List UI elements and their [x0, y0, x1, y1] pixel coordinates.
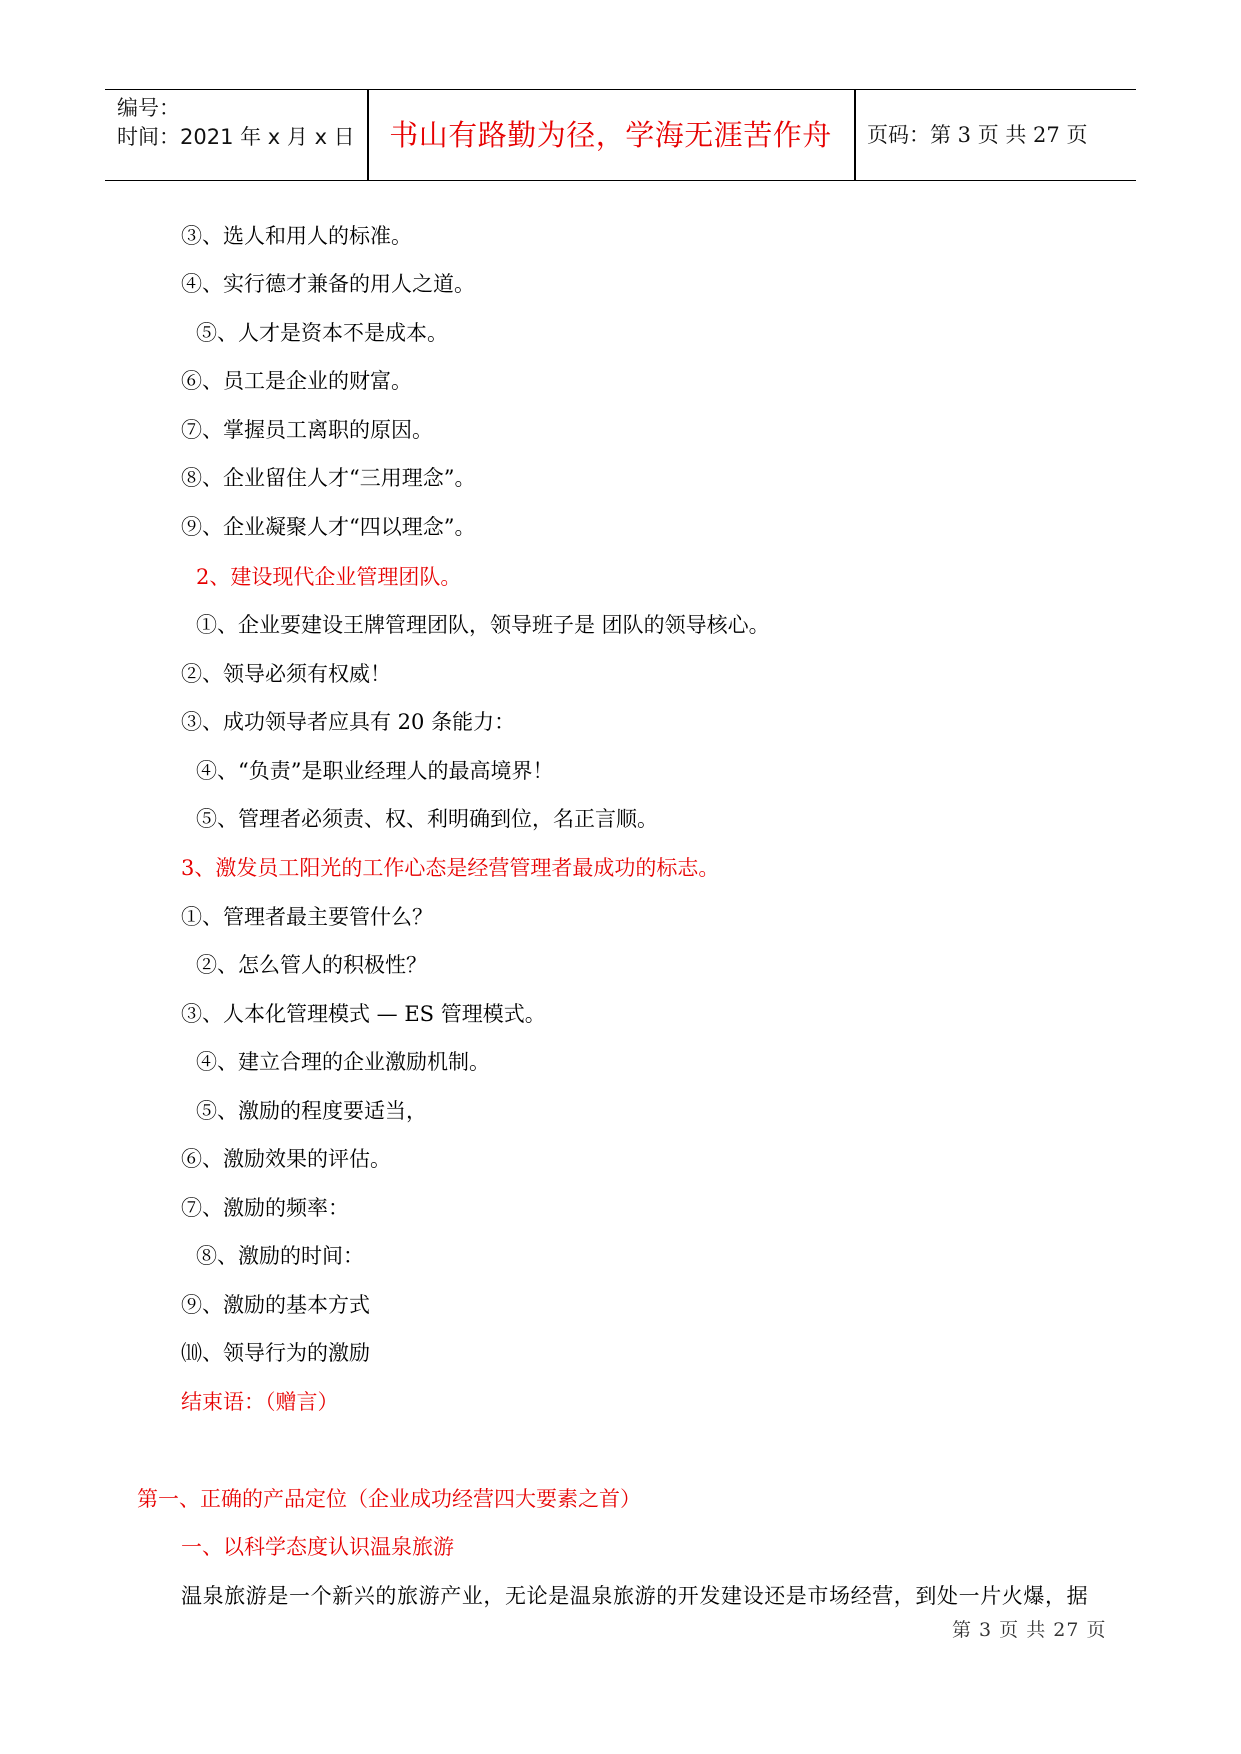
subsection-heading: 一、以科学态度认识温泉旅游	[181, 1535, 454, 1559]
list-item: ①、管理者最主要管什么？	[181, 905, 433, 929]
closing-heading: 结束语：（赠言）	[181, 1390, 339, 1414]
header-meta	[117, 94, 367, 152]
list-item: ④、建立合理的企业激励机制。	[196, 1050, 490, 1074]
list-item: ④、“负责”是职业经理人的最高境界！	[196, 759, 554, 783]
list-item: ③、人本化管理模式 — ES 管理模式。	[181, 1002, 546, 1026]
page-header	[105, 89, 1136, 181]
list-item: ⑤、激励的程度要适当，	[196, 1099, 427, 1123]
list-item: ③、选人和用人的标准。	[181, 224, 412, 248]
header-time: 时间：2021 年 x 月 x 日	[117, 125, 355, 149]
list-item: ②、怎么管人的积极性？	[196, 953, 427, 977]
list-item: ⑨、激励的基本方式	[181, 1293, 370, 1317]
list-item: ⑥、员工是企业的财富。	[181, 369, 412, 393]
header-number: 编号：	[117, 96, 180, 120]
list-item: ⑦、掌握员工离职的原因。	[181, 418, 433, 442]
list-item: ⑨、企业凝聚人才“四以理念”。	[181, 515, 476, 539]
list-item: ②、领导必须有权威！	[181, 662, 391, 686]
section-heading: 3、激发员工阳光的工作心态是经营管理者最成功的标志。	[181, 856, 720, 880]
header-page-number: 页码：第 3 页 共 27 页	[867, 123, 1088, 147]
list-item: ⑤、管理者必须责、权、利明确到位，名正言顺。	[196, 807, 658, 831]
list-item: ①、企业要建设王牌管理团队，领导班子是 团队的领导核心。	[196, 613, 770, 637]
body-paragraph: 温泉旅游是一个新兴的旅游产业，无论是温泉旅游的开发建设还是市场经营，到处一片火爆，据	[181, 1584, 1089, 1608]
list-item: ⑧、企业留住人才“三用理念”。	[181, 466, 476, 490]
list-item: ④、实行德才兼备的用人之道。	[181, 272, 475, 296]
list-item: ③、成功领导者应具有 20 条能力：	[181, 710, 516, 734]
chapter-heading: 第一、正确的产品定位（企业成功经营四大要素之首）	[137, 1487, 641, 1511]
list-item: ⑦、激励的频率：	[181, 1196, 349, 1220]
header-motto: 书山有路勤为径，学海无涯苦作舟	[389, 118, 832, 152]
list-item: ⑤、人才是资本不是成本。	[196, 321, 448, 345]
list-item: ⑧、激励的时间：	[196, 1244, 364, 1268]
list-item: ⑽、领导行为的激励	[181, 1341, 370, 1365]
list-item: ⑥、激励效果的评估。	[181, 1147, 391, 1171]
section-heading: 2、建设现代企业管理团队。	[196, 565, 462, 589]
page-footer: 第 3 页 共 27 页	[952, 1619, 1107, 1641]
header-divider-right	[854, 90, 856, 180]
